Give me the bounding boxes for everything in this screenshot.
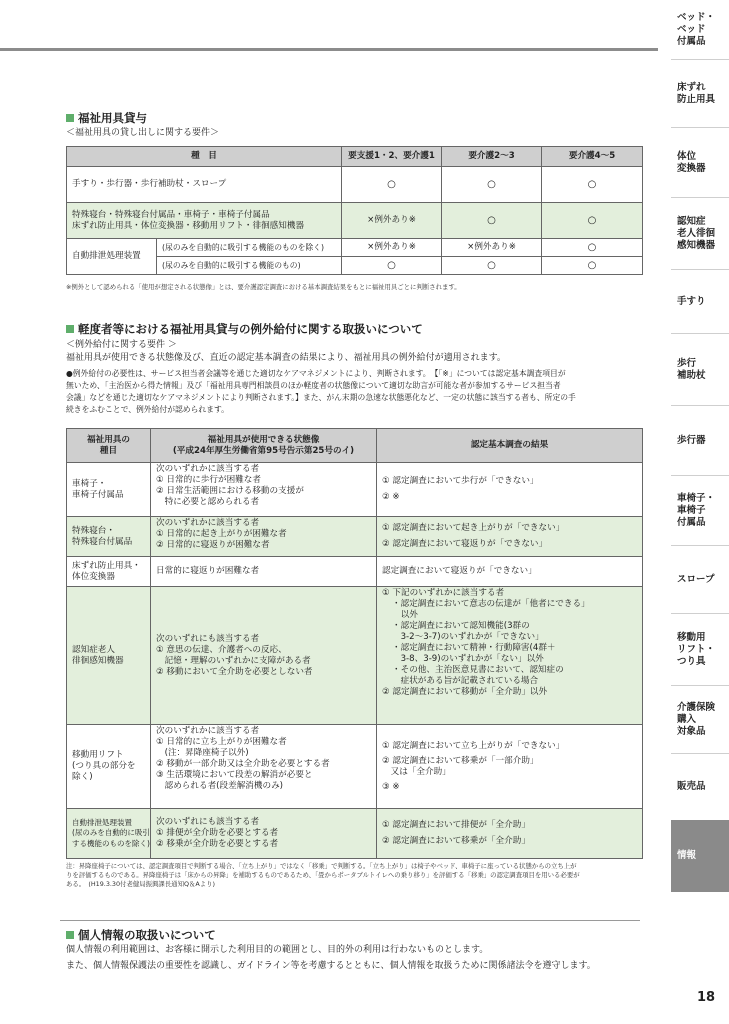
side-tab-label: 情報: [677, 850, 697, 861]
result-line: ① 認定調査において起き上がりが「できない」: [382, 523, 565, 533]
state-line: 次のいずれにも該当する者: [156, 817, 260, 827]
cell-value: ○: [542, 257, 643, 275]
state-line: 認められる者(段差解消機のみ): [156, 781, 284, 791]
state-cell: [151, 517, 377, 557]
privacy-section-title: [66, 927, 216, 943]
header-level-2: 要介護2〜3: [442, 147, 542, 167]
kind-line: 体位変換器: [72, 571, 115, 582]
item-sub: (尿のみを自動的に吸引する機能のもの): [157, 257, 342, 275]
state-line: 次のいずれかに該当する者: [156, 464, 260, 474]
item-line: 床ずれ防止用具・体位変換器・移動用リフト・徘徊感知機器: [72, 220, 305, 231]
category-index: [671, 0, 729, 1024]
cell-value: ×例外あり※: [342, 203, 442, 239]
result-cell: [377, 587, 643, 725]
result-line: ① 下記のいずれかに該当する者: [382, 588, 505, 598]
section-marker-icon: [66, 114, 74, 122]
result-cell: [377, 557, 643, 587]
side-tab-position-changer[interactable]: [671, 128, 729, 198]
result-line: 症状がある旨が記載されている場合: [392, 676, 539, 686]
cell-value: ○: [542, 239, 643, 257]
privacy-line: 個人情報の利用範囲は、お客様に開示した利用目的の範囲とし、目的外の利用は行わないものとします。: [66, 945, 489, 955]
result-line: ・その他、主治医意見書において、認知症の: [392, 665, 564, 675]
privacy-line: また、個人情報保護法の重要性を認識し、ガイドライン等を考慮するとともに、個人情報を取扱うために関係諸法令を遵守します。: [66, 961, 596, 971]
kind-line: 特殊寝台・: [72, 525, 115, 536]
side-tab-label: 歩行器: [677, 434, 706, 446]
side-tab-label: 車椅子・ 車椅子 付属品: [677, 492, 716, 528]
kind-cell: [67, 587, 151, 725]
result-line: ① 認定調査において排便が「全介助」: [382, 820, 530, 830]
header-line: 種目: [99, 445, 118, 456]
kind-cell: [67, 809, 151, 859]
item-name: 自動排泄処理装置: [67, 239, 157, 275]
cell-value: ×例外あり※: [342, 239, 442, 257]
header-line: (平成24年厚生労働省第95号告示第25号のイ): [172, 445, 355, 456]
side-tab-label: 認知症 老人徘徊 感知機器: [677, 215, 716, 251]
table-row: [67, 463, 643, 517]
result-line: 3-2〜3-7)のいずれかが「できない」: [392, 632, 544, 642]
item-sub: (尿のみを自動的に吸引する機能のものを除く): [157, 239, 342, 257]
note-line: 無いため、「主治医から得た情報」及び「福祉用具専門相談員のほか軽度者の状態像について適切な助言が可能な者が参加するサービス担当者: [66, 381, 561, 390]
exception-note: [66, 368, 642, 416]
kind-line: 自動排泄処理装置: [72, 817, 132, 827]
state-line: 次のいずれにも該当する者: [156, 633, 260, 644]
header-item: 種 目: [67, 147, 342, 167]
side-tab-lift[interactable]: [671, 614, 729, 686]
table-row: [67, 203, 643, 239]
result-line: 認定調査において寝返りが「できない」: [382, 566, 537, 576]
result-cell: [377, 809, 643, 859]
state-cell: [151, 587, 377, 725]
table-row: [67, 517, 643, 557]
header-result: 認定基本調査の結果: [377, 429, 643, 463]
side-tab-wandering-sensor[interactable]: [671, 198, 729, 270]
kind-cell: [67, 557, 151, 587]
table-row: [67, 239, 643, 257]
side-tab-walking-cane[interactable]: [671, 334, 729, 406]
result-line: ① 認定調査において歩行が「できない」: [382, 476, 539, 486]
cell-value: ○: [342, 257, 442, 275]
state-line: ① 意思の伝達、介護者への反応、: [156, 644, 287, 655]
header-line: 福祉用具が使用できる状態像: [207, 434, 320, 445]
state-line: ② 移乗が全介助を必要とする者: [156, 839, 279, 849]
side-tab-handrail[interactable]: [671, 270, 729, 334]
kind-line: 特殊寝台付属品: [72, 536, 133, 547]
section-marker-icon: [66, 931, 74, 939]
state-line: ② 日常的に寝返りが困難な者: [156, 540, 270, 550]
result-line: ③ ※: [382, 781, 400, 792]
result-line: ・認定調査において認知機能(3群の: [392, 621, 530, 631]
side-tab-pressure-ulcer[interactable]: [671, 60, 729, 128]
table-header-row: [67, 429, 643, 463]
state-line: ② 移動が一部介助又は全介助を必要とする者: [156, 759, 330, 769]
exception-lead: 福祉用具が使用できる状態像及び、直近の認定基本調査の結果により、福祉用具の例外給付が適用されます。: [66, 353, 506, 363]
result-line: ・認定調査において意志の伝達が「他者にできる」: [392, 599, 590, 609]
rental-footnote: ※例外として認められる「使用が想定される状態像」とは、要介護認定調査における基本調査結果をもとに福祉用具ごとに判断されます。: [66, 283, 461, 291]
kind-line: 移動用リフト: [72, 750, 124, 760]
result-line: 以外: [392, 610, 418, 620]
state-line: ① 日常的に起き上がりが困難な者: [156, 529, 287, 539]
header-level-3: 要介護4〜5: [542, 147, 643, 167]
side-tab-label: 手すり: [677, 295, 706, 307]
cell-value: ○: [542, 203, 643, 239]
note-line: ●例外給付の必要性は、サービス担当者会議等を通じた適切なケアマネジメントにより、判断されます。 【「※」については認定基本調査項目が: [66, 369, 566, 378]
kind-line: 徘徊感知機器: [72, 655, 124, 666]
section-divider: [60, 920, 640, 921]
note-line: 続きをふむことで、例外給付が認められます。: [66, 405, 229, 414]
table-header-row: [67, 147, 643, 167]
kind-line: (つり具の部分を: [72, 761, 136, 771]
table-note-line: ある。 (H19.3.30付老健局振興課長通知Q＆Aより): [66, 880, 216, 888]
kind-cell: [67, 725, 151, 809]
state-line: 次のいずれかに該当する者: [156, 518, 260, 528]
state-line: ① 日常的に立ち上がりが困難な者: [156, 737, 287, 747]
rental-title: 福祉用具貸与: [78, 111, 147, 125]
result-line: ② 認定調査において移乗が「全介助」: [382, 836, 530, 846]
side-tab-label: 床ずれ 防止用具: [677, 81, 716, 105]
result-line: ② ※: [382, 492, 400, 502]
table-note-line: 注：昇降座椅子については、認定調査項目で判断する場合、「立ち上がり」ではなく「移乗」で判断する。「立ち上がり」は椅子やベッド、車椅子に座っている状態からの立ち上が: [66, 862, 577, 870]
exception-title: 軽度者等における福祉用具貸与の例外給付に関する取扱いについて: [78, 322, 423, 336]
cell-value: ○: [442, 203, 542, 239]
state-line: (注：昇降座椅子以外): [156, 748, 249, 758]
side-tab-label: 歩行 補助杖: [677, 357, 706, 381]
state-line: ② 移動において全介助を必要としない者: [156, 666, 313, 677]
table-row: [67, 725, 643, 809]
cell-value: ○: [442, 167, 542, 203]
side-tab-walker[interactable]: [671, 406, 729, 476]
result-cell: [377, 463, 643, 517]
state-line: 記憶・理解のいずれかに支障がある者: [156, 655, 311, 666]
header-kind: [67, 429, 151, 463]
result-line: ① 認定調査において立ち上がりが「できない」: [382, 740, 565, 751]
kind-line: 除く): [72, 772, 93, 782]
exception-subtitle: ＜例外給付に関する要件 ＞: [66, 340, 177, 350]
side-tab-information[interactable]: [671, 820, 729, 892]
result-line: ② 認定調査において移動が「全介助」以外: [382, 687, 548, 697]
side-tab-slope[interactable]: [671, 546, 729, 614]
side-tab-wheelchair[interactable]: [671, 476, 729, 546]
kind-line: 床ずれ防止用具・: [72, 560, 141, 571]
kind-line: (尿のみを自動的に吸引: [72, 828, 150, 838]
result-line: ② 認定調査において移乗が「一部介助」: [382, 755, 539, 766]
header-state: [151, 429, 377, 463]
side-tab-label: 移動用 リフト・ つり具: [677, 631, 716, 667]
header-rule: [0, 48, 658, 51]
note-line: 会議」などを通じた適切なケアマネジメントにより判断されます。】また、がん末期の急速な状態悪化など、一定の状態に該当する者も、所定の手: [66, 393, 576, 402]
result-line: ・認定調査において精神・行動障害(4群＋: [392, 643, 556, 653]
result-line: 3-8、3-9)のいずれかが「ない」以外: [392, 654, 544, 664]
table-row: [67, 809, 643, 859]
state-line: ① 排便が全介助を必要とする者: [156, 828, 279, 838]
table-row: [67, 557, 643, 587]
section-marker-icon: [66, 325, 74, 333]
state-line: ③ 生活環境において段差の解消が必要と: [156, 770, 313, 780]
result-line: ② 認定調査において寝返りが「できない」: [382, 539, 548, 549]
kind-line: 車椅子・: [72, 478, 107, 489]
side-tab-sale-items[interactable]: [671, 754, 729, 820]
item-name: 手すり・歩行器・歩行補助杖・スロープ: [67, 167, 342, 203]
kind-line: 認知症老人: [72, 644, 115, 655]
cell-value: ○: [442, 257, 542, 275]
kind-cell: [67, 517, 151, 557]
exception-table: [66, 428, 643, 859]
state-cell: [151, 809, 377, 859]
side-tab-insurance-purchase[interactable]: [671, 686, 729, 754]
table-note-line: りを評価するものである。昇降座椅子は「床からの昇降」を補助するものであるため、「畳からポータブルトイレへの乗り移り」を評価する「移乗」の認定調査項目を用いる必要が: [66, 871, 580, 879]
rental-subtitle: ＜福祉用具の貸し出しに関する要件＞: [66, 128, 220, 138]
state-cell: [151, 557, 377, 587]
state-line: ② 日常生活範囲における移動の支援が: [156, 486, 304, 496]
state-cell: [151, 463, 377, 517]
state-cell: [151, 725, 377, 809]
state-line: ① 日常的に歩行が困難な者: [156, 475, 261, 485]
state-line: 日常的に寝返りが困難な者: [156, 566, 260, 576]
table-row: [67, 587, 643, 725]
exception-table-note: [66, 862, 642, 889]
rental-requirements-table: [66, 146, 643, 275]
header-line: 福祉用具の: [87, 434, 130, 445]
side-tab-label: 介護保険 購入 対象品: [677, 701, 716, 737]
page-number: 18: [697, 990, 716, 1005]
exception-section-title: [66, 321, 423, 337]
kind-line: 車椅子付属品: [72, 489, 124, 500]
item-line: 特殊寝台・特殊寝台付属品・車椅子・車椅子付属品: [72, 209, 270, 220]
side-tab-label: 販売品: [677, 781, 706, 792]
side-tab-label: 体位 変換器: [677, 150, 706, 174]
header-level-1: 要支援1・2、要介護1: [342, 147, 442, 167]
result-line: 又は「全介助」: [382, 766, 451, 777]
cell-value: ○: [542, 167, 643, 203]
result-cell: [377, 725, 643, 809]
cell-value: ×例外あり※: [442, 239, 542, 257]
state-line: 特に必要と認められる者: [156, 497, 260, 507]
rental-section-title: [66, 110, 147, 126]
state-line: 次のいずれかに該当する者: [156, 726, 260, 736]
item-name: [67, 203, 342, 239]
kind-line: する機能のものを除く): [72, 838, 150, 848]
side-tab-label: ベッド・ ベッド 付属品: [677, 11, 716, 47]
side-tab-label: スロープ: [677, 573, 715, 585]
result-cell: [377, 517, 643, 557]
privacy-title: 個人情報の取扱いについて: [78, 928, 216, 942]
cell-value: ○: [342, 167, 442, 203]
side-tab-beds[interactable]: [671, 0, 729, 60]
kind-cell: [67, 463, 151, 517]
table-row: [67, 167, 643, 203]
